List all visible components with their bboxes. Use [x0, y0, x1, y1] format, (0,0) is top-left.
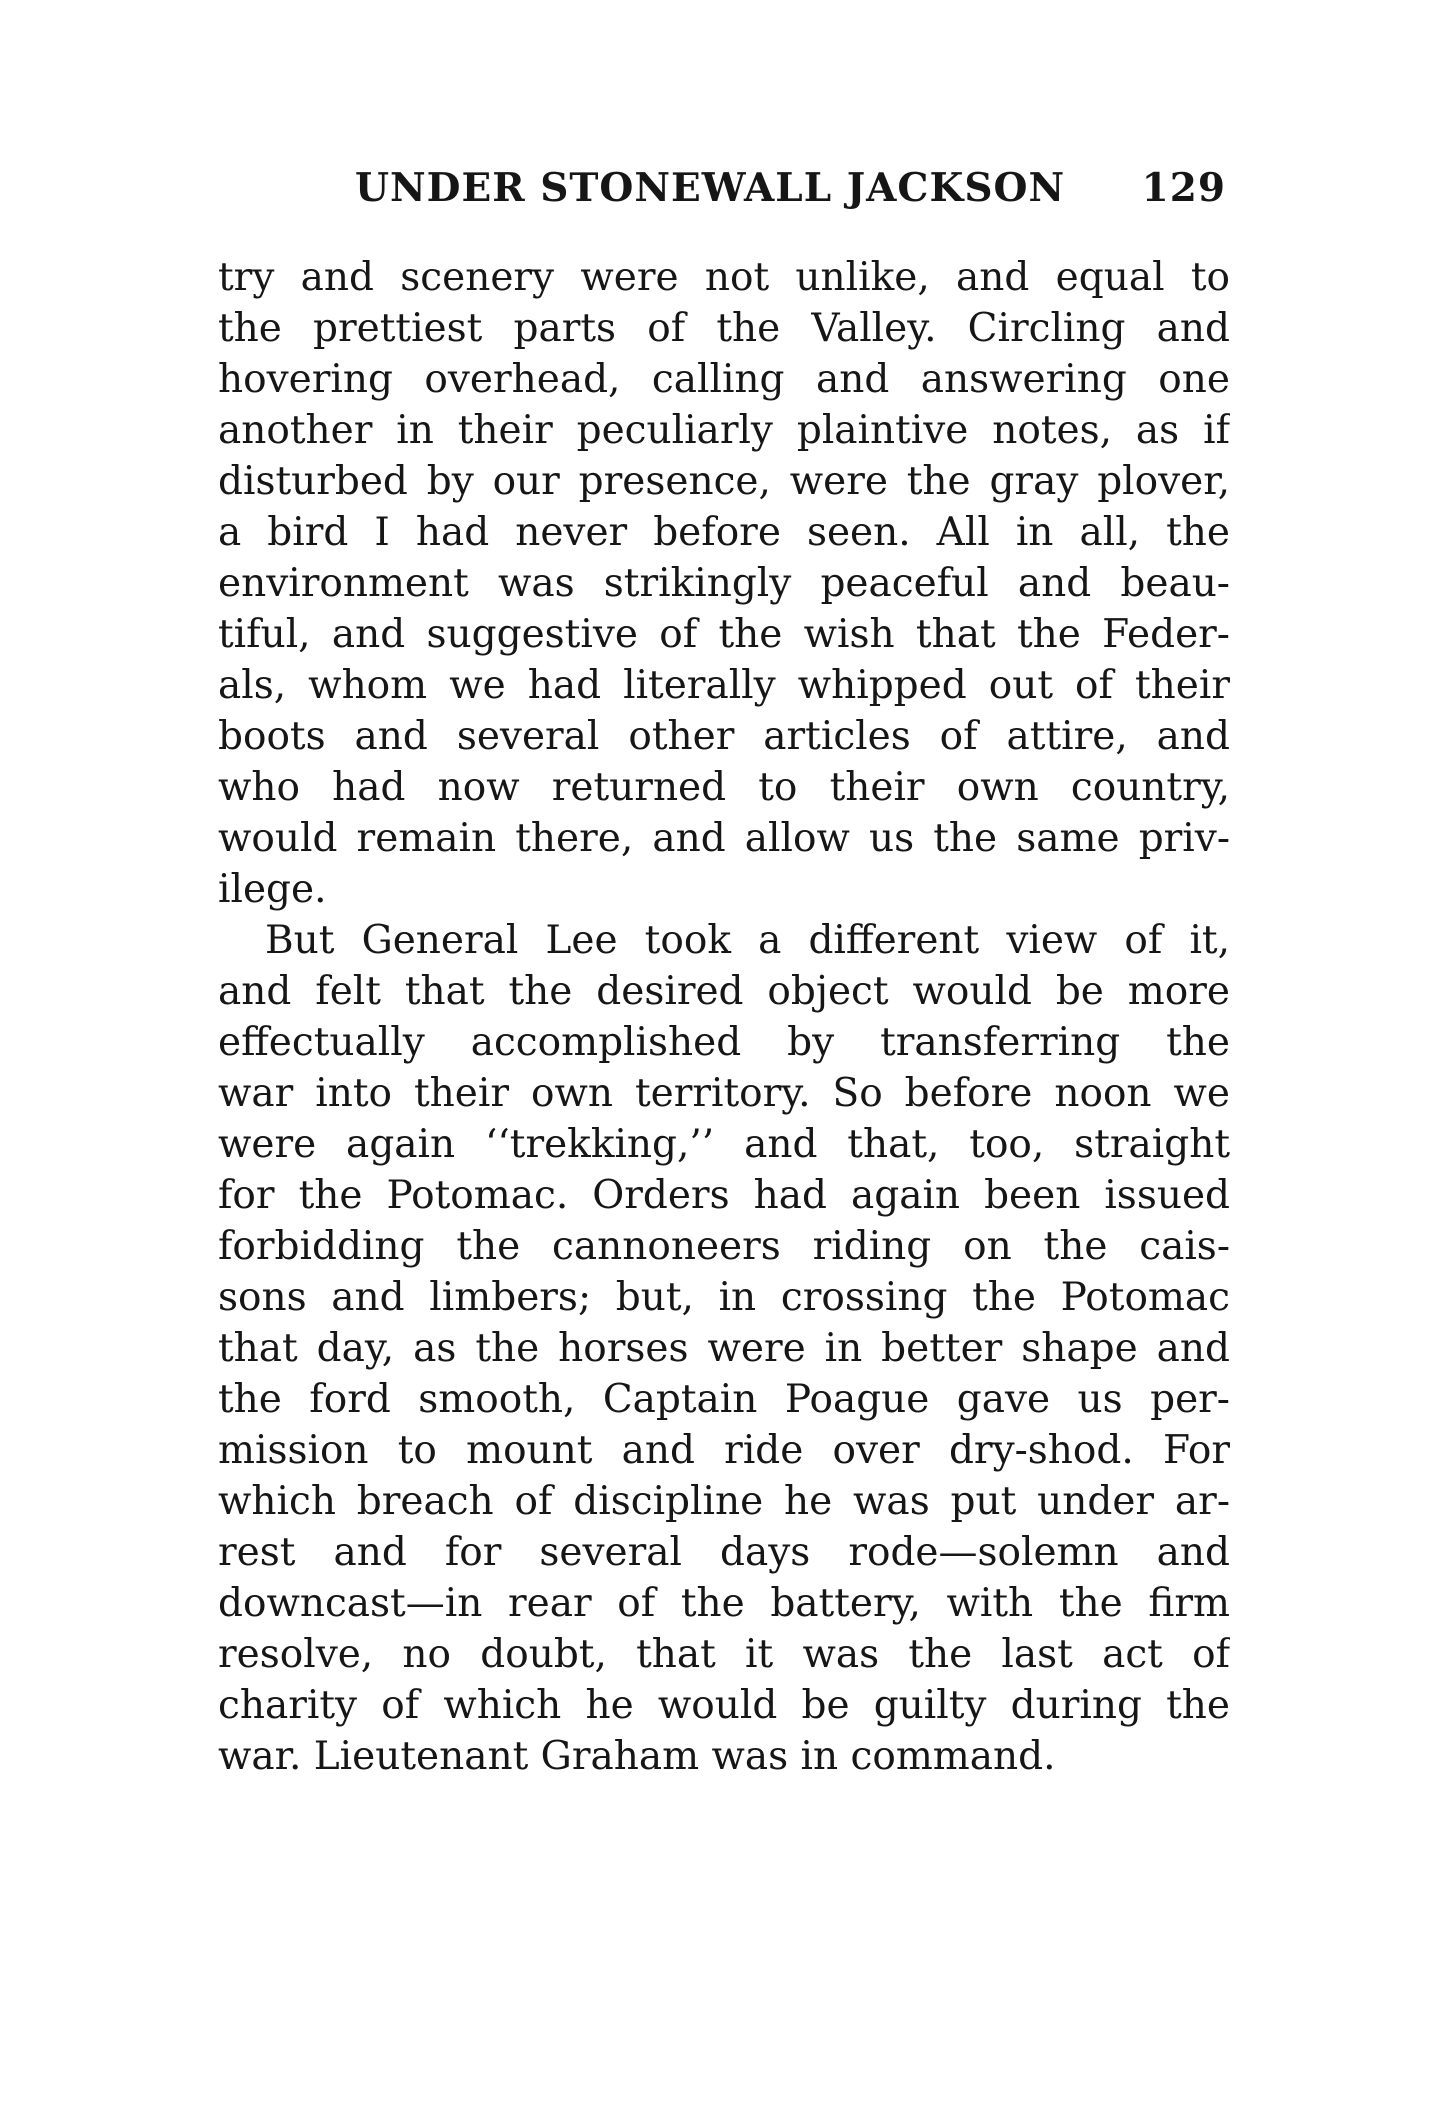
text-line: the ford smooth, Captain Poague gave us per-	[218, 1377, 1230, 1422]
text-line: that day, as the horses were in better shape and	[218, 1326, 1230, 1371]
text-line: war into their own territory. So before noon we	[218, 1071, 1230, 1116]
text-line: were again ‘‘trekking,’’ and that, too, straight	[218, 1122, 1230, 1167]
text-line: hovering overhead, calling and answering one	[218, 357, 1230, 402]
text-line: environment was strikingly peaceful and beau-	[218, 561, 1230, 606]
text-line: downcast—in rear of the battery, with the firm	[218, 1581, 1230, 1626]
paragraph-start-line: But General Lee took a different view of it,	[265, 918, 1230, 963]
running-head	[355, 161, 1226, 215]
text-line: disturbed by our presence, were the gray plover,	[218, 459, 1230, 504]
text-line: would remain there, and allow us the same priv-	[218, 816, 1230, 861]
text-line: charity of which he would be guilty during the	[218, 1683, 1230, 1728]
text-line: tiful, and suggestive of the wish that the Feder-	[218, 612, 1230, 657]
text-line: forbidding the cannoneers riding on the cais-	[218, 1224, 1230, 1269]
body-text	[218, 252, 1230, 1782]
text-line: boots and several other articles of attire, and	[218, 714, 1230, 759]
running-title: UNDER STONEWALL JACKSON	[355, 165, 1066, 211]
text-line: and felt that the desired object would be more	[218, 969, 1230, 1014]
text-line: for the Potomac. Orders had again been issued	[218, 1173, 1230, 1218]
text-line: ilege.	[218, 867, 327, 912]
text-line: rest and for several days rode—solemn and	[218, 1530, 1230, 1575]
text-line: effectually accomplished by transferring the	[218, 1020, 1230, 1065]
text-line: which breach of discipline he was put under ar-	[218, 1479, 1230, 1524]
text-line: mission to mount and ride over dry-shod. For	[218, 1428, 1230, 1473]
text-line: war. Lieutenant Graham was in command.	[218, 1734, 1056, 1779]
text-line: the prettiest parts of the Valley. Circling and	[218, 306, 1230, 351]
text-line: who had now returned to their own country,	[218, 765, 1230, 810]
text-line: another in their peculiarly plaintive notes, as if	[218, 408, 1230, 453]
text-line: resolve, no doubt, that it was the last act of	[218, 1632, 1230, 1677]
page-number: 129	[1141, 165, 1226, 211]
text-line: als, whom we had literally whipped out of their	[218, 663, 1230, 708]
text-line: a bird I had never before seen. All in all, the	[218, 510, 1230, 555]
text-line: try and scenery were not unlike, and equal to	[218, 255, 1230, 300]
text-line: sons and limbers; but, in crossing the Potomac	[218, 1275, 1230, 1320]
